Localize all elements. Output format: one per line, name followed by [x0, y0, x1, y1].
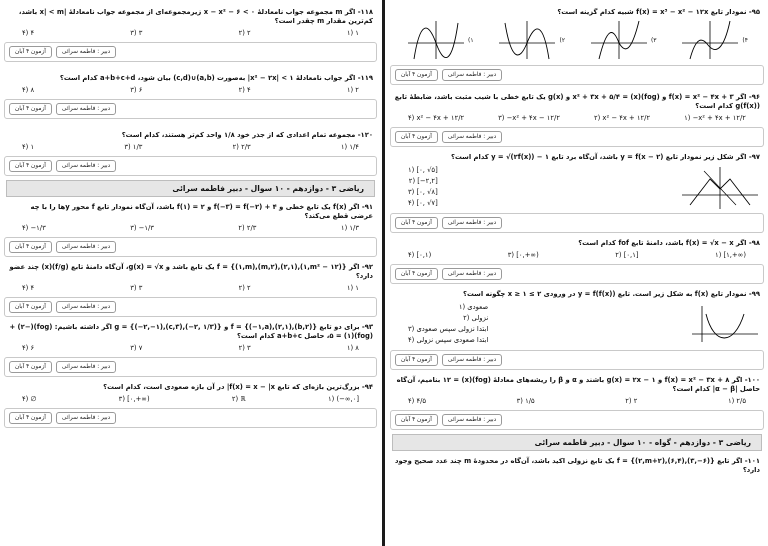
exam-tag[interactable]: آزمون ۴ آبان: [9, 361, 52, 373]
right-page: [386, 0, 768, 546]
graph-option-1[interactable]: [406, 19, 474, 61]
option-label: ۳): [650, 36, 657, 44]
option-1[interactable]: ۱) ۲/۵: [727, 397, 746, 405]
question-text: ۹۲- اگر f = {(۱,m),(m,۲),(۲,۱),(۱,m² − ۱۲)} یک تابع باشد و g(x) = √x، آن‌گاه دامنهٔ تابع (f/g)(x) چند عضو دارد؟: [9, 263, 373, 280]
teacher-tag[interactable]: دبیر : فاطمه سرائی: [442, 69, 502, 81]
exam-tag[interactable]: آزمون ۴ آبان: [395, 354, 438, 366]
question-95: [386, 6, 768, 63]
option-4[interactable]: ۴) ∅: [22, 395, 37, 403]
exam-tag[interactable]: آزمون ۴ آبان: [9, 160, 52, 172]
option-1[interactable]: ۱) [۰, √۵]: [408, 166, 438, 174]
exam-tag[interactable]: آزمون ۴ آبان: [9, 103, 52, 115]
tag-bar: [4, 42, 377, 62]
curve-graph-icon: [589, 19, 649, 61]
tag-bar: [390, 65, 764, 85]
option-2[interactable]: ۲) ۲: [238, 284, 251, 292]
option-3[interactable]: ۳) [۰,+∞): [507, 251, 539, 259]
option-4[interactable]: ۴) ۴: [22, 284, 35, 292]
curve-graph-icon: [680, 19, 740, 61]
question-98: [386, 237, 768, 262]
page-divider: [382, 0, 385, 546]
question-text: ۱۲۰- مجموعه تمام اعدادی که از جذر خود ۱/۸ واحد کم‌تر هستند، کدام است؟: [121, 131, 373, 139]
question-93: [0, 321, 381, 355]
function-graph: [680, 165, 760, 209]
option-3[interactable]: ۳) [۰,+∞): [118, 395, 150, 403]
option-2[interactable]: ۲) ۳: [238, 344, 251, 352]
options: [394, 248, 760, 262]
options: [8, 392, 373, 406]
tag-bar: [390, 127, 764, 147]
option-3[interactable]: ۳) ۱/۵: [516, 397, 535, 405]
options: [8, 221, 373, 235]
graph-option-3[interactable]: [589, 19, 657, 61]
option-3[interactable]: ۳) ۳: [130, 29, 143, 37]
teacher-tag[interactable]: دبیر : فاطمه سرائی: [442, 414, 502, 426]
option-1[interactable]: ۱) −x² + ۴x + ۱۲/۲: [684, 114, 746, 122]
option-4[interactable]: ۴) [۰, √۷]: [408, 199, 438, 207]
exam-tag[interactable]: آزمون ۴ آبان: [9, 241, 52, 253]
tag-bar: [4, 297, 377, 317]
teacher-tag[interactable]: دبیر : فاطمه سرائی: [56, 160, 116, 172]
tag-bar: [4, 156, 377, 176]
section-header: ریاضی ۳ - دوازدهم - ۱۰ سوال - دبیر فاطمه سرائی: [6, 180, 375, 197]
option-3[interactable]: ۳) ۱/۳: [124, 143, 143, 151]
option-1[interactable]: ۱) صعودی: [458, 303, 489, 311]
option-1[interactable]: ۱) ۲: [346, 86, 359, 94]
option-3[interactable]: ۳) ۳: [130, 284, 143, 292]
option-3[interactable]: ۳) ۷: [130, 344, 143, 352]
tag-bar: [390, 350, 764, 370]
question-97: [386, 151, 768, 211]
question-96: [386, 91, 768, 125]
teacher-tag[interactable]: دبیر : فاطمه سرائی: [56, 301, 116, 313]
exam-tag[interactable]: آزمون ۴ آبان: [9, 46, 52, 58]
question-92: [0, 261, 381, 295]
teacher-tag[interactable]: دبیر : فاطمه سرائی: [56, 241, 116, 253]
option-1[interactable]: ۱) ۱: [346, 284, 359, 292]
question-text: ۹۳- برای دو تابع f = {(−۱,a),(۲,۱),(b,۲)} و g = {(−۲,−۱),(c,۳),(−۲, ۱/۳)} اگر داشته باشیم: (fog)(−۲) + (fog)(۱) = ۵، حاصل a+b+c کدام است؟: [9, 323, 373, 340]
options: [8, 83, 373, 97]
question-118: [0, 6, 381, 40]
tag-bar: [4, 99, 377, 119]
options: [394, 299, 510, 348]
options: [8, 140, 373, 154]
option-3[interactable]: ۳) −۱/۳: [130, 224, 154, 232]
option-2[interactable]: ۲) ۲/۳: [232, 143, 251, 151]
question-text: ۱۱۹- اگر جواب نامعادلهٔ ۱ > |x² − ۲x| به‌صورت (a,b)∪(c,d) بیان شود، a+b+c+d کدام است؟: [59, 74, 373, 82]
exam-tag[interactable]: آزمون ۴ آبان: [395, 69, 438, 81]
question-text: ۹۴- بزرگ‌ترین بازه‌ای که تابع f(x) = x − |x| در آن بازه صعودی است، کدام است؟: [103, 383, 373, 391]
question-94: [0, 381, 381, 406]
option-2[interactable]: ۲) ۲: [238, 29, 251, 37]
option-4[interactable]: ۴) x² − ۴x + ۱۲/۲: [408, 114, 465, 122]
option-4[interactable]: ۴) ابتدا صعودی سپس نزولی: [408, 336, 489, 344]
option-1[interactable]: ۱) (−∞,۰]: [328, 395, 359, 403]
option-1[interactable]: ۱) ۱/۳: [340, 224, 359, 232]
options: [8, 281, 373, 295]
option-1[interactable]: ۱) ۸: [346, 344, 359, 352]
tag-bar: [4, 237, 377, 257]
options: [394, 162, 460, 211]
graph-option-4[interactable]: [680, 19, 748, 61]
option-label: ۲): [559, 36, 566, 44]
options: [394, 111, 760, 125]
option-4[interactable]: ۴) ۴/۵: [408, 397, 427, 405]
options: [8, 341, 373, 355]
curve-graph-icon: [497, 19, 557, 61]
option-2[interactable]: ۲) [۰,۱]: [615, 251, 639, 259]
question-100: [386, 374, 768, 408]
options: [394, 394, 760, 408]
exam-tag[interactable]: آزمون ۴ آبان: [9, 301, 52, 313]
question-text: ۱۰۰- اگر f(x) = x² − ۳x + ۸ و g(x) = ۲x − ۱ باشند و α و β را ریشه‌های معادلهٔ (fog)(x) = ۱۲ بنامیم، آن‌گاه حاصل |α − β| کدام است؟: [396, 376, 760, 393]
question-text: ۹۸- اگر f(x) = √x − x باشد، دامنهٔ تابع fof کدام است؟: [578, 239, 760, 247]
tag-bar: [4, 408, 377, 428]
teacher-tag[interactable]: دبیر : فاطمه سرائی: [442, 217, 502, 229]
question-text: ۹۶- اگر f(x) = x² − ۴x + ۳ و (fog)(x) = x² + ۳x + ۵/۴ و g(x) یک تابع خطی با شیب مثبت باشد، ضابطهٔ تابع g(f(x)) کدام است؟: [394, 93, 760, 110]
teacher-tag[interactable]: دبیر : فاطمه سرائی: [442, 268, 502, 280]
question-text: ۹۷- اگر شکل زیر نمودار تابع y = f(x − ۲) باشد، آن‌گاه برد تابع y = √(۲f(x)) − ۱ کدام است؟: [451, 153, 760, 161]
option-4[interactable]: ۴) ۶: [22, 344, 35, 352]
teacher-tag[interactable]: دبیر : فاطمه سرائی: [56, 361, 116, 373]
options: [8, 26, 373, 40]
option-2[interactable]: ۲) ۲: [625, 397, 638, 405]
option-1[interactable]: ۱) ۱/۴: [340, 143, 359, 151]
exam-tag[interactable]: آزمون ۴ آبان: [395, 217, 438, 229]
option-2[interactable]: ۲) [−۲,۲]: [408, 177, 438, 185]
option-1[interactable]: ۱) ۱: [346, 29, 359, 37]
option-2[interactable]: ۲) ۲/۳: [238, 224, 257, 232]
question-91: [0, 201, 381, 235]
tag-bar: [390, 213, 764, 233]
tag-bar: [390, 264, 764, 284]
question-120: [0, 129, 381, 154]
teacher-tag[interactable]: دبیر : فاطمه سرائی: [56, 412, 116, 424]
option-label: ۱): [468, 36, 474, 44]
option-3[interactable]: ۳) [۰, √۸]: [408, 188, 438, 196]
option-3[interactable]: ۳) −x² + ۴x − ۱۲/۲: [498, 114, 560, 122]
question-99: [386, 288, 768, 348]
graph-option-2[interactable]: [497, 19, 565, 61]
exam-tag[interactable]: آزمون ۴ آبان: [395, 414, 438, 426]
option-4[interactable]: ۴) −۱/۳: [22, 224, 46, 232]
teacher-tag[interactable]: دبیر : فاطمه سرائی: [442, 131, 502, 143]
question-text: ۱۱۸- اگر m مجموعه جواب نامعادلهٔ x − x² − ۶ < ۰ زیرمجموعه‌ای از مجموعه جواب نامعادلهٔ |x| < m باشد، کم‌ترین مقدار m چقدر است؟: [18, 8, 373, 25]
option-4[interactable]: ۴) [۰,۱): [408, 251, 432, 259]
exam-tag[interactable]: آزمون ۴ آبان: [9, 412, 52, 424]
option-4[interactable]: ۴) ۴: [22, 29, 35, 37]
curve-graph-icon: [406, 19, 466, 61]
option-2[interactable]: ۲) نزولی: [463, 314, 489, 322]
question-text: ۹۵- نمودار تابع f(x) = x³ − x² − ۱۲x شبیه کدام گزینه است؟: [557, 8, 760, 16]
option-4[interactable]: ۴) ۸: [22, 86, 35, 94]
section-header: ریاضی ۳ - دوازدهم - گواه - ۱۰ سوال - دبیر فاطمه سرائی: [392, 434, 762, 451]
tag-bar: [4, 357, 377, 377]
option-2[interactable]: ۲) ۴: [238, 86, 251, 94]
tag-bar: [390, 410, 764, 430]
option-3[interactable]: ۳) ابتدا نزولی سپس صعودی: [408, 325, 489, 333]
question-119: [0, 72, 381, 97]
teacher-tag[interactable]: دبیر : فاطمه سرائی: [56, 103, 116, 115]
option-2[interactable]: ۲) ℝ: [231, 395, 246, 403]
left-page: [0, 0, 381, 546]
graph-options: [394, 17, 760, 63]
question-text: ۱۰۱- اگر تابع f = {(۲,m+۲),(۶,۴),(۳,−۶)} یک تابع نزولی اکید باشد، آن‌گاه در محدودهٔ m چند عدد صحیح وجود دارد؟: [394, 457, 760, 474]
teacher-tag[interactable]: دبیر : فاطمه سرائی: [56, 46, 116, 58]
exam-tag[interactable]: آزمون ۴ آبان: [395, 268, 438, 280]
question-101: [386, 455, 768, 475]
option-4[interactable]: ۴) ۱: [22, 143, 35, 151]
question-text: ۹۹- نمودار تابع f(x) به شکل زیر است. تابع y = f(f(x)) در ورودی ۲ ≥ x ≥ ۱ چگونه است؟: [463, 290, 760, 298]
exam-tag[interactable]: آزمون ۴ آبان: [395, 131, 438, 143]
question-text: ۹۱- اگر f(x) یک تابع خطی و f(−۳) = f(−۲) + ۴ و f(۱) = ۲ باشد، آن‌گاه نمودار تابع f محور yها را با چه عرضی قطع می‌کند؟: [30, 203, 373, 220]
option-2[interactable]: ۲) x² − ۴x + ۱۲/۲: [593, 114, 651, 122]
function-graph: [690, 304, 760, 344]
teacher-tag[interactable]: دبیر : فاطمه سرائی: [442, 354, 502, 366]
option-3[interactable]: ۳) ۶: [130, 86, 143, 94]
option-label: ۴): [742, 36, 748, 44]
option-1[interactable]: ۱) [۱,+∞): [715, 251, 746, 259]
